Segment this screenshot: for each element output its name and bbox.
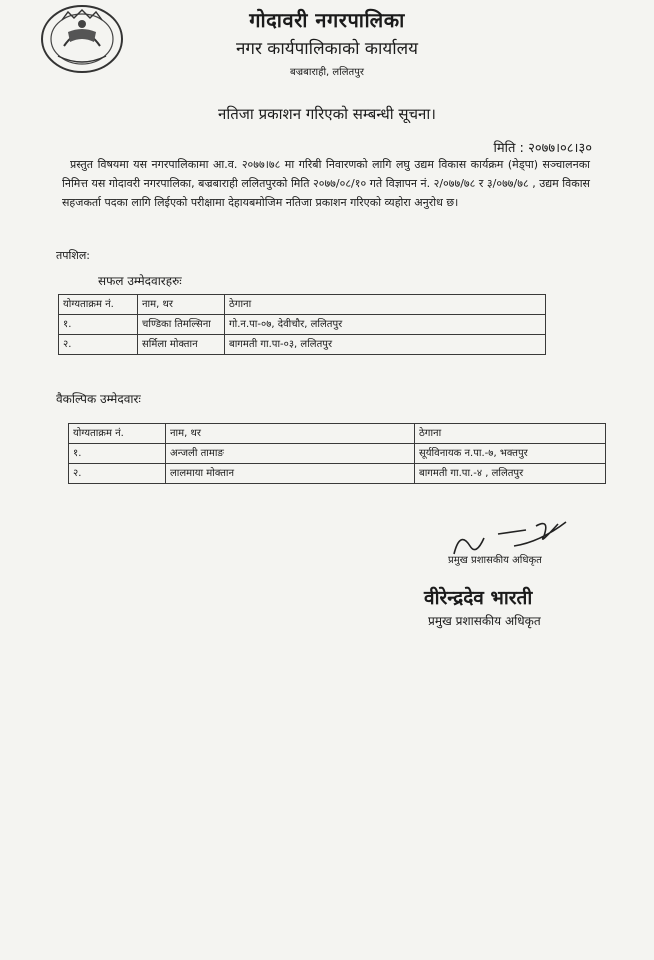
- alternate-heading: वैकल्पिक उम्मेदवारः: [56, 392, 141, 406]
- table-row: [69, 464, 606, 484]
- address-cell: बागमती गा.पा-०३, ललितपुर: [225, 335, 546, 355]
- notice-subject: नतिजा प्रकाशन गरिएको सम्बन्धी सूचना।: [218, 105, 436, 123]
- column-header: नाम, थर: [166, 424, 415, 444]
- address-cell: बागमती गा.पा.-४ , ललितपुर: [415, 464, 606, 484]
- name-cell: अन्जली तामाङ: [166, 444, 415, 464]
- signature-handwritten-title: प्रमुख प्रशासकीय अधिकृत: [448, 555, 542, 566]
- column-header: नाम, थर: [138, 295, 225, 315]
- table-row: [69, 444, 606, 464]
- name-cell: सर्मिला मोक्तान: [138, 335, 225, 355]
- notice-date: मिति : २०७७।०८।३०: [493, 141, 592, 156]
- table-header-row: [69, 424, 606, 444]
- column-header: योग्यताक्रम नं.: [59, 295, 138, 315]
- table-row: [59, 315, 546, 335]
- column-header: योग्यताक्रम नं.: [69, 424, 166, 444]
- column-header: ठेगाना: [225, 295, 546, 315]
- name-cell: चण्डिका तिमल्सिना: [138, 315, 225, 335]
- rank-cell: २.: [69, 464, 166, 484]
- notice-body: प्रस्तुत विषयमा यस नगरपालिकामा आ.व. २०७७।७८ मा गरिबी निवारणको लागि लघु उद्यम विकास कार्यक्रम (मेड्पा) सञ्चालनका निमित्त यस गोदावरी नगरपालिका, बज्रबाराही ललितपुरको मिति २०७७/०८/१० गते विज्ञापन नं. २/०७७/७८ र ३/०७७/७८ , उद्यम विकास सहजकर्ता पदका लागि लिईएको परीक्षामा देहायबमोजिम नतिजा प्रकाशन गरिएको व्यहोरा अनुरोध छ।: [62, 158, 590, 209]
- office-name: नगर कार्यपालिकाको कार्यालय: [235, 39, 419, 59]
- rank-cell: १.: [69, 444, 166, 464]
- table-row: [59, 335, 546, 355]
- municipality-name: गोदावरी नगरपालिका: [249, 8, 405, 32]
- name-cell: लालमाया मोक्तान: [166, 464, 415, 484]
- rank-cell: १.: [59, 315, 138, 335]
- table-header-row: [59, 295, 546, 315]
- office-location: बज्रबाराही, ललितपुर: [289, 67, 365, 78]
- alternate-candidates-table: [68, 423, 606, 484]
- address-cell: गो.न.पा-०७, देवीचौर, ललितपुर: [225, 315, 546, 335]
- column-header: ठेगाना: [415, 424, 606, 444]
- details-label: तपशिल:: [56, 249, 91, 262]
- successful-heading: सफल उम्मेदवारहरुः: [98, 274, 182, 288]
- signatory-name: वीरेन्द्रदेव भारती: [424, 587, 533, 609]
- rank-cell: २.: [59, 335, 138, 355]
- address-cell: सूर्यविनायक न.पा.-७, भक्तपुर: [415, 444, 606, 464]
- successful-candidates-table: [58, 294, 546, 355]
- signatory-title: प्रमुख प्रशासकीय अधिकृत: [428, 614, 541, 628]
